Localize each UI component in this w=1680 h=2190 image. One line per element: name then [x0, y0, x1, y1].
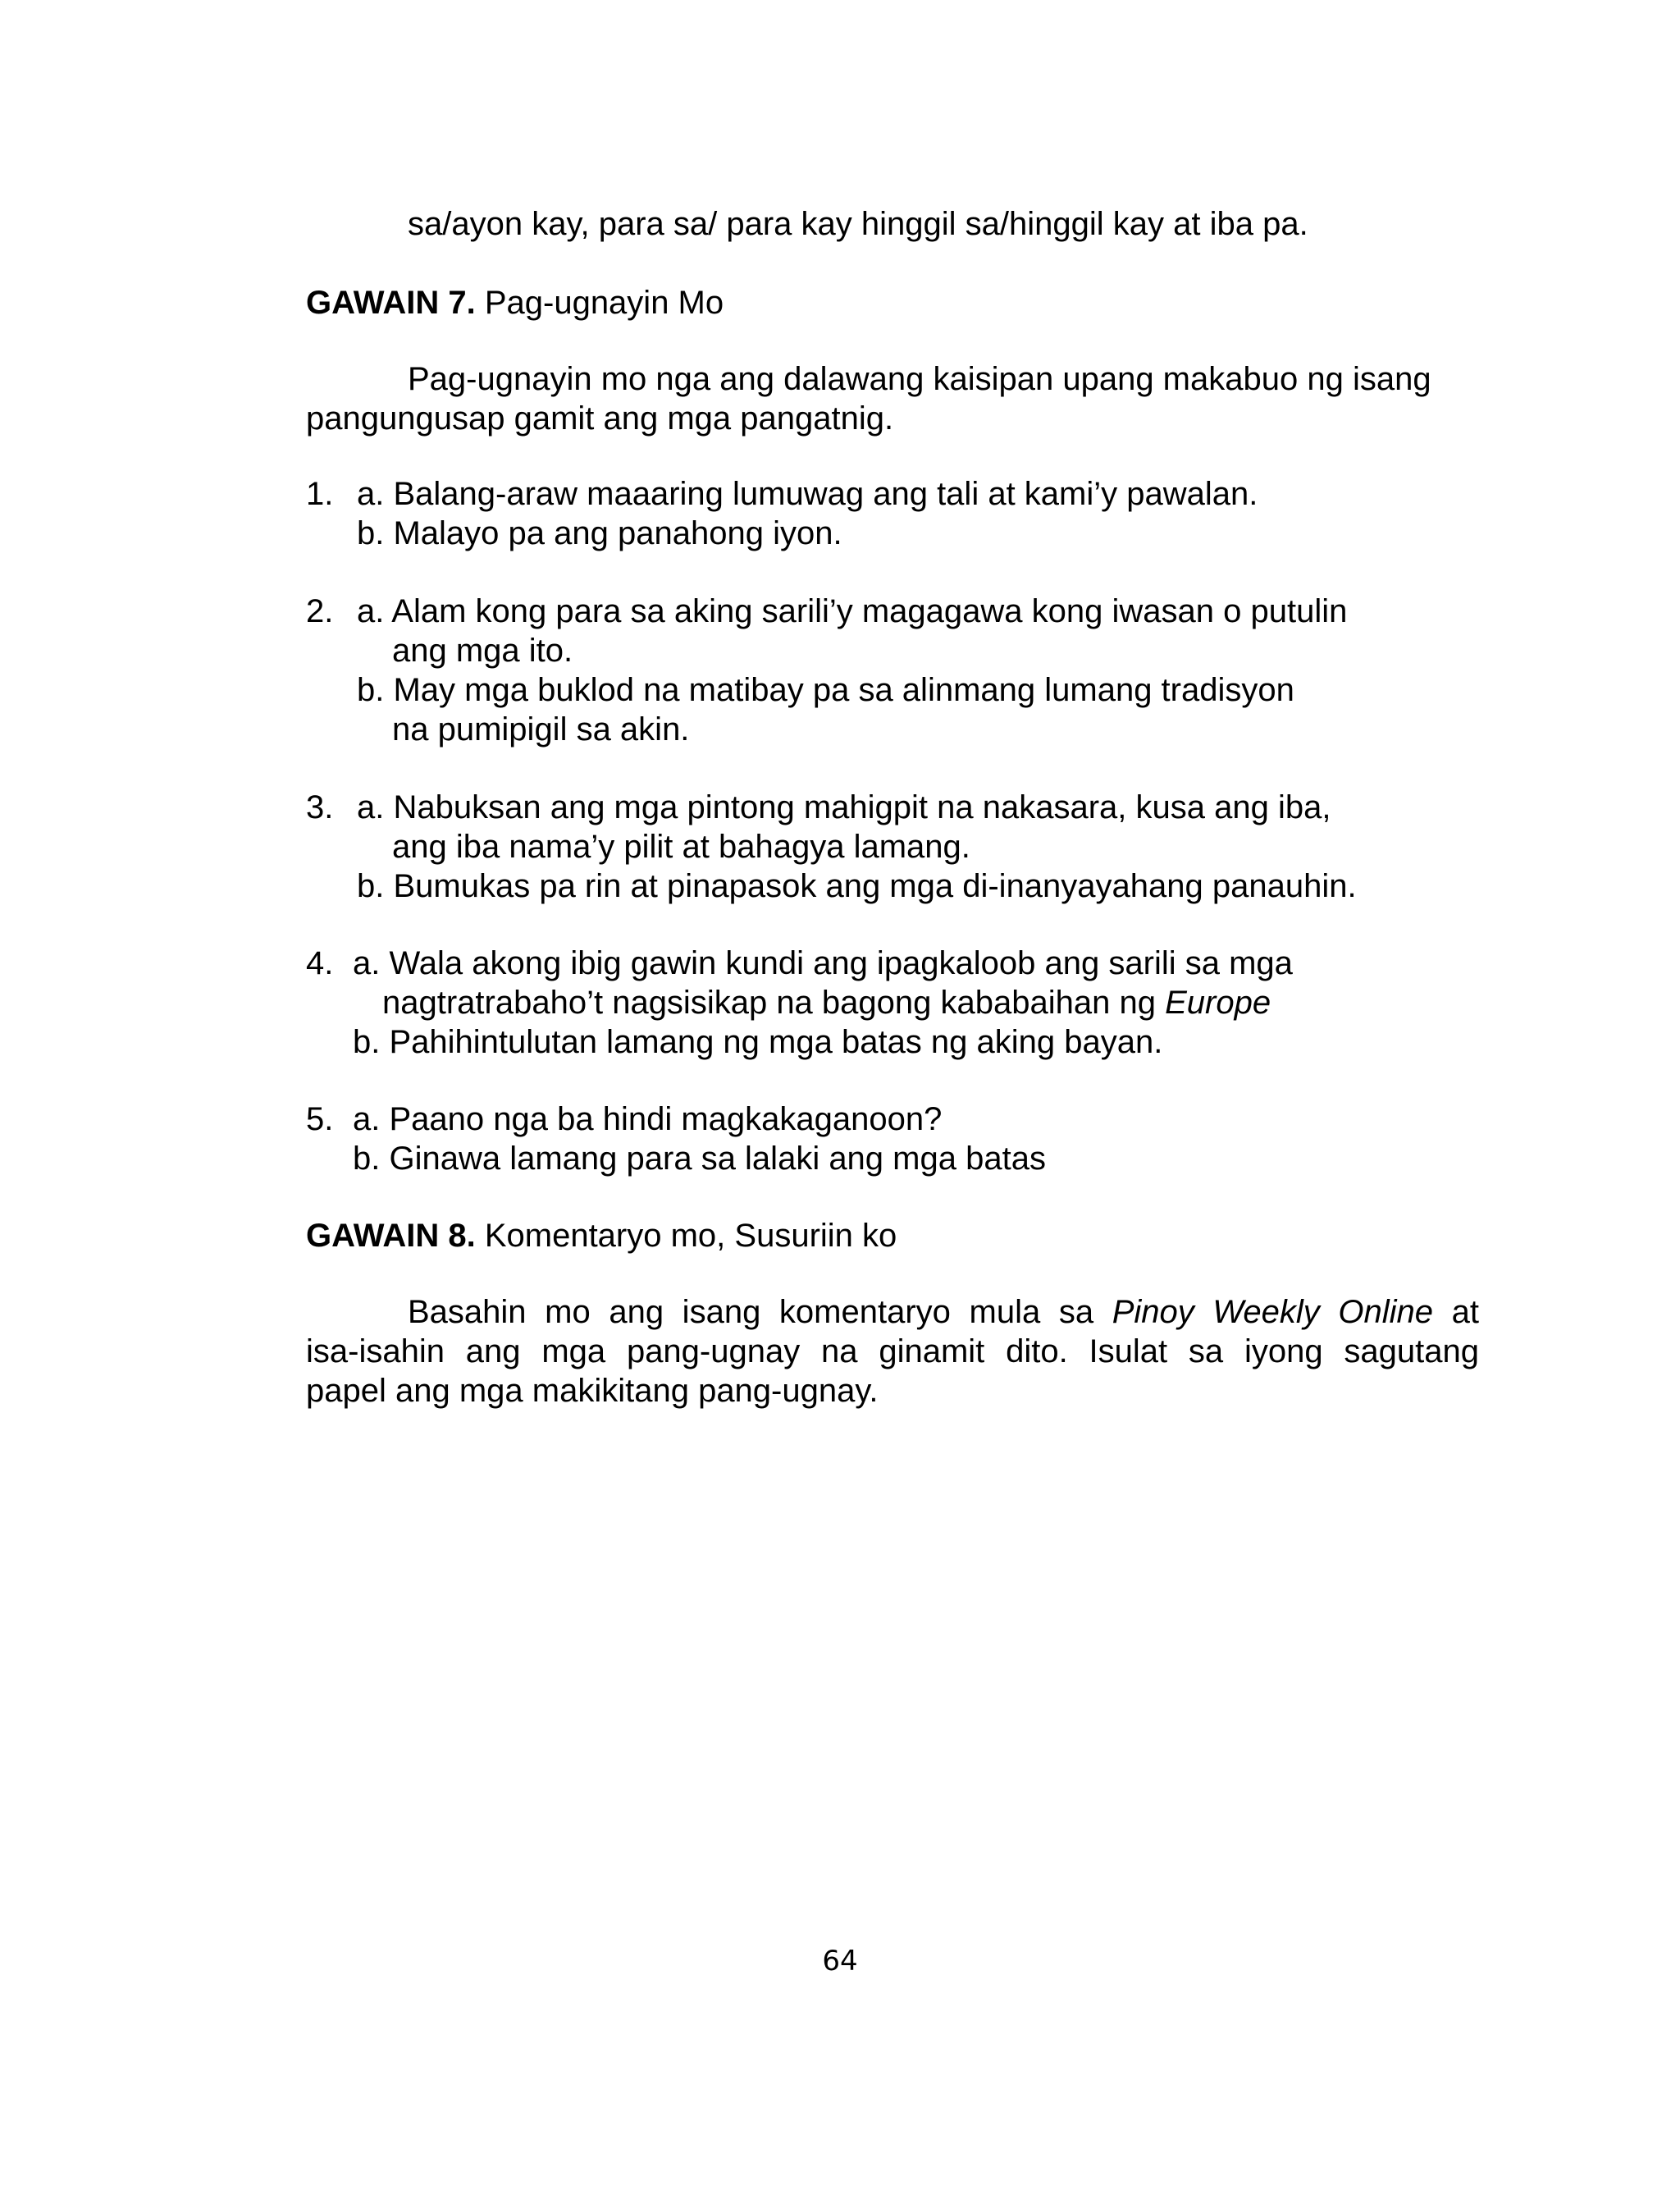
item-2-b-line-1: b. May mga buklod na matibay pa sa alinmang lumang tradisyon [357, 672, 1294, 708]
item-4-a-line-2 [382, 983, 1271, 1022]
gawain-8-paragraph-line-2: isa-isahin ang mga pang-ugnay na ginamit dito. Isulat sa iyong sagutang [306, 1333, 1479, 1369]
gawain-8-para-pre: Basahin mo ang isang komentaryo mula sa [408, 1294, 1094, 1330]
page-number: 64 [822, 1945, 858, 1977]
item-3-b-line-1: b. Bumukas pa rin at pinapasok ang mga di-inanyayahang panauhin. [357, 868, 1357, 904]
gawain-8-paragraph-line-3: papel ang mga makikitang pang-ugnay. [306, 1373, 879, 1409]
gawain-8-paragraph-line-1 [408, 1292, 1479, 1332]
gawain-7-heading [306, 283, 724, 322]
gawain-7-label: GAWAIN 7. [306, 285, 476, 321]
item-3-a-line-2: ang iba nama’y pilit at bahagya lamang. [392, 829, 970, 865]
continued-list-line: sa/ayon kay, para sa/ para kay hinggil sa/hinggil kay at iba pa. [408, 206, 1308, 242]
item-2-b-line-2: na pumipigil sa akin. [392, 711, 690, 748]
europe-italic: Europe [1165, 985, 1271, 1021]
item-2-number: 2. [306, 593, 334, 629]
gawain-7-title: Pag-ugnayin Mo [484, 285, 724, 321]
item-1-a-line-1: a. Balang-araw maaaring lumuwag ang tali at kami’y pawalan. [357, 476, 1258, 512]
item-1-number: 1. [306, 476, 334, 512]
item-1-b-line-1: b. Malayo pa ang panahong iyon. [357, 515, 842, 551]
item-4-a-line-1: a. Wala akong ibig gawin kundi ang ipagkaloob ang sarili sa mga [353, 945, 1293, 981]
gawain-8-title: Komentaryo mo, Susuriin ko [484, 1218, 897, 1254]
item-4-b-line-1: b. Pahihintulutan lamang ng mga batas ng aking bayan. [353, 1024, 1163, 1060]
item-2-a-line-2: ang mga ito. [392, 633, 573, 669]
item-5-a-line-1: a. Paano nga ba hindi magkakaganoon? [353, 1101, 943, 1137]
item-4-number: 4. [306, 945, 334, 981]
gawain-7-instructions-line-1: Pag-ugnayin mo nga ang dalawang kaisipan upang makabuo ng isang [408, 361, 1431, 397]
gawain-8-heading [306, 1216, 897, 1255]
item-5-b-line-1: b. Ginawa lamang para sa lalaki ang mga batas [353, 1141, 1046, 1177]
item-5-number: 5. [306, 1101, 334, 1137]
item-3-a-line-1: a. Nabuksan ang mga pintong mahigpit na nakasara, kusa ang iba, [357, 789, 1331, 825]
gawain-8-para-post: at [1451, 1294, 1480, 1330]
gawain-8-label: GAWAIN 8. [306, 1218, 476, 1254]
pinoy-weekly-online-italic: Pinoy Weekly Online [1112, 1294, 1434, 1330]
item-3-number: 3. [306, 789, 334, 825]
item-4-a-line-2-text: nagtratrabaho’t nagsisikap na bagong kababaihan ng [382, 985, 1166, 1021]
gawain-7-instructions-line-2: pangungusap gamit ang mga pangatnig. [306, 400, 894, 437]
item-2-a-line-1: a. Alam kong para sa aking sarili’y magagawa kong iwasan o putulin [357, 593, 1348, 629]
